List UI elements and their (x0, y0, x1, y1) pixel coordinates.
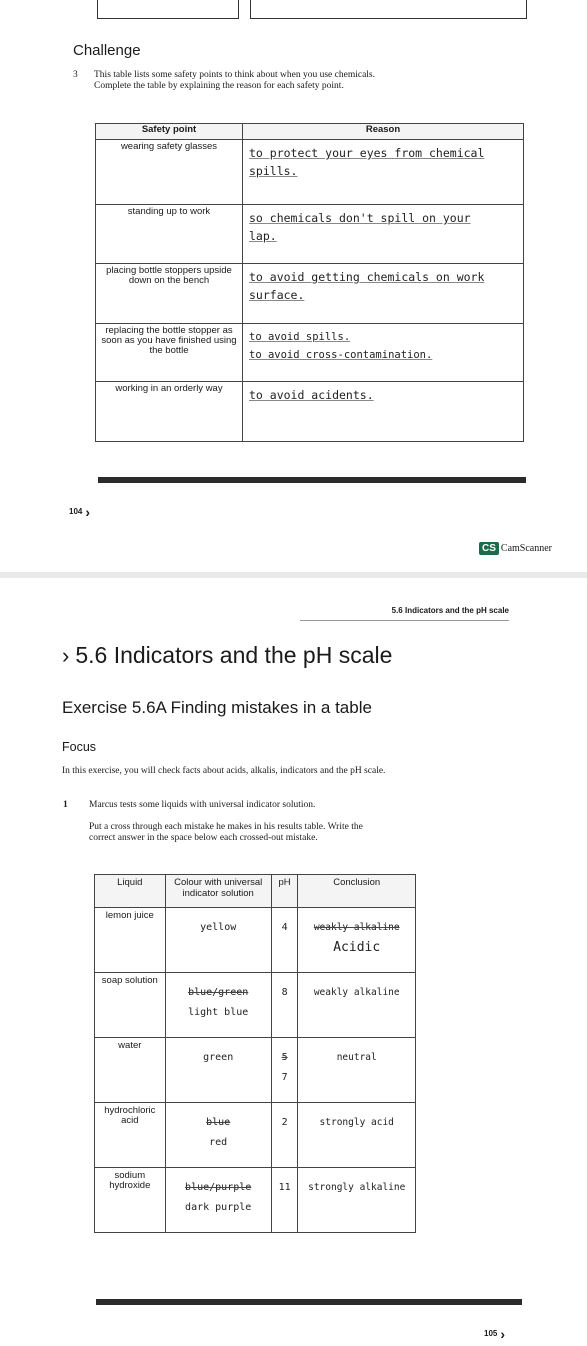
running-header-rule (300, 620, 509, 621)
page-105 (0, 578, 587, 1346)
conclusion-cell[interactable] (298, 973, 416, 1038)
ph-value: 11 (278, 1182, 291, 1193)
ph-value: 4 (281, 922, 288, 933)
question-line-2: Put a cross through each mistake he makes in his results table. Write the correct answer in the space below each crossed-out mistake. (89, 822, 363, 843)
conclusion-value-crossed: weakly alkaline (313, 922, 400, 933)
camscanner-name: CamScanner (500, 543, 552, 554)
reason-cell[interactable] (243, 264, 524, 324)
conclusion-cell[interactable] (298, 908, 416, 973)
reason-line: to protect your eyes from chemical (249, 146, 485, 160)
colour-cell[interactable] (165, 908, 271, 973)
safety-point-cell: working in an orderly way (96, 382, 243, 442)
reason-line: to avoid getting chemicals on work (249, 270, 485, 284)
conclusion-value: strongly alkaline (308, 1182, 406, 1193)
table-row (96, 382, 524, 442)
table-header-row (96, 124, 524, 140)
reason-line: to avoid acidents. (249, 388, 374, 402)
liquid-cell: lemon juice (95, 908, 166, 973)
safety-table (95, 123, 524, 442)
question-line-1: Marcus tests some liquids with universal indicator solution. (89, 800, 316, 810)
colour-value-crossed: blue/purple (185, 1182, 252, 1193)
results-table (94, 874, 416, 1233)
safety-point-cell: placing bottle stoppers upside down on the bench (96, 264, 243, 324)
header-colour: Colour with universal indicator solution (165, 875, 271, 908)
header-liquid: Liquid (95, 875, 166, 908)
colour-correction: dark purple (185, 1202, 252, 1213)
ph-cell[interactable] (271, 908, 298, 973)
ph-correction: 7 (281, 1072, 288, 1083)
safety-point-cell: wearing safety glasses (96, 140, 243, 205)
header-reason: Reason (243, 124, 524, 140)
conclusion-value: weakly alkaline (313, 987, 400, 998)
reason-line: so chemicals don't spill on your (249, 211, 471, 225)
footer-bar (96, 1299, 522, 1305)
ph-value: 2 (281, 1117, 288, 1128)
table-row (96, 205, 524, 264)
exercise-intro: In this exercise, you will check facts about acids, alkalis, indicators and the pH scale. (62, 766, 386, 776)
previous-box-right (250, 0, 527, 19)
colour-cell[interactable] (165, 1038, 271, 1103)
reason-cell[interactable] (243, 205, 524, 264)
question-number: 3 (73, 70, 78, 80)
question-text: This table lists some safety points to think about when you use chemicals. Complete the table by explaining the reason for each safety point. (94, 70, 375, 91)
ph-cell[interactable] (271, 1103, 298, 1168)
colour-value: green (203, 1052, 234, 1063)
header-ph: pH (271, 875, 298, 908)
reason-cell[interactable] (243, 382, 524, 442)
liquid-cell: hydrochloric acid (95, 1103, 166, 1168)
conclusion-cell[interactable] (298, 1038, 416, 1103)
reason-line: spills. (249, 164, 298, 178)
chevron-right-icon: › (62, 643, 70, 668)
colour-value-crossed: blue/green (188, 987, 249, 998)
ph-cell[interactable] (271, 1168, 298, 1233)
question-number: 1 (63, 800, 68, 810)
liquid-cell: sodium hydroxide (95, 1168, 166, 1233)
colour-correction: red (209, 1137, 228, 1148)
colour-cell[interactable] (165, 973, 271, 1038)
running-header: 5.6 Indicators and the pH scale (391, 606, 509, 615)
chevron-right-icon: › (500, 1326, 506, 1342)
page-number-104 (69, 504, 90, 520)
conclusion-cell[interactable] (298, 1168, 416, 1233)
focus-label: Focus (62, 740, 97, 754)
colour-value-crossed: blue (206, 1117, 231, 1128)
table-header-row (95, 875, 416, 908)
page-104 (0, 0, 587, 572)
table-row (95, 908, 416, 973)
conclusion-value: neutral (336, 1052, 377, 1063)
table-row (96, 140, 524, 205)
reason-line: to avoid spills. (249, 331, 351, 343)
ph-cell[interactable] (271, 1038, 298, 1103)
colour-value: yellow (200, 922, 237, 933)
table-row (96, 324, 524, 382)
camscanner-logo-icon: CS (479, 542, 499, 555)
page-number-text: 105 (484, 1329, 498, 1339)
chevron-right-icon: › (85, 504, 91, 520)
conclusion-correction: Acidic (333, 940, 381, 955)
section-title (62, 642, 392, 669)
footer-bar (98, 477, 526, 483)
reason-line: to avoid cross-contamination. (249, 349, 433, 361)
reason-cell[interactable] (243, 140, 524, 205)
safety-point-cell: replacing the bottle stopper as soon as you have finished using the bottle (96, 324, 243, 382)
reason-line: lap. (249, 229, 277, 243)
page-number-105 (484, 1326, 505, 1342)
header-conclusion: Conclusion (298, 875, 416, 908)
page-number-text: 104 (69, 507, 83, 517)
conclusion-value: strongly acid (319, 1117, 394, 1128)
table-row (95, 1038, 416, 1103)
ph-value: 8 (281, 987, 288, 998)
ph-cell[interactable] (271, 973, 298, 1038)
section-title-text: 5.6 Indicators and the pH scale (75, 642, 393, 668)
header-safety-point: Safety point (96, 124, 243, 140)
colour-cell[interactable] (165, 1103, 271, 1168)
colour-cell[interactable] (165, 1168, 271, 1233)
exercise-title: Exercise 5.6A Finding mistakes in a table (62, 698, 372, 717)
camscanner-watermark (479, 542, 552, 555)
table-row (96, 264, 524, 324)
table-row (95, 973, 416, 1038)
challenge-heading: Challenge (73, 42, 141, 59)
table-row (95, 1103, 416, 1168)
table-row (95, 1168, 416, 1233)
safety-point-cell: standing up to work (96, 205, 243, 264)
liquid-cell: soap solution (95, 973, 166, 1038)
ph-value-crossed: 5 (281, 1052, 288, 1063)
reason-line: surface. (249, 288, 305, 302)
previous-box-left (97, 0, 239, 19)
conclusion-cell[interactable] (298, 1103, 416, 1168)
liquid-cell: water (95, 1038, 166, 1103)
reason-cell[interactable] (243, 324, 524, 382)
colour-correction: light blue (188, 1007, 249, 1018)
